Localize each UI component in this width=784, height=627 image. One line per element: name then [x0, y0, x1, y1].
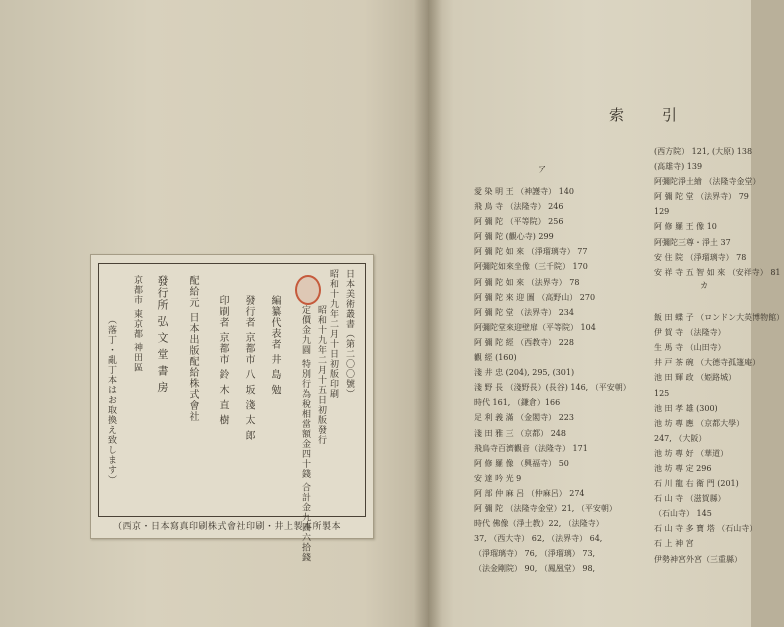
colophon-date-printed: 昭和十九年二月十日初版印刷: [328, 269, 338, 399]
index-entry: 淺 井 忠 (204), 295, (301): [474, 368, 575, 378]
index-entry: 129: [654, 207, 670, 217]
index-entry: 阿 彌 陀 來 迎 圖 （高野山） 270: [474, 292, 596, 302]
index-entry: 池 坊 專 定 296: [654, 463, 712, 473]
index-entry: 阿 彌 陀 堂 （法界寺） 234: [474, 307, 574, 317]
colophon-editor: 編纂代表者 井 島 勉: [269, 295, 280, 396]
index-title-char-1: 索: [609, 106, 627, 124]
index-entry: 池 田 輝 政 （姫路城）: [654, 373, 737, 383]
index-entry: 阿 修 羅 像 （興福寺） 50: [474, 458, 569, 468]
index-entry: （石山寺） 145: [654, 509, 712, 519]
index-entry: [654, 295, 749, 310]
index-entry: 阿 彌 陀 如 來 （法界寺） 78: [474, 277, 580, 287]
index-entry: 石 川 龍 右 衛 門 (201): [654, 479, 739, 489]
index-entry: 石 上 神 宮: [654, 539, 694, 549]
index-entry: 阿彌陀三尊・淨土 37: [654, 237, 731, 247]
index-entry: 阿 彌 陀 如 來 （淨瑠璃寺） 77: [474, 247, 588, 257]
index-entry: 37, （西大寺） 62, （法界寺） 64,: [474, 534, 603, 544]
index-entry: 阿 修 羅 王 像 10: [654, 222, 717, 232]
index-title-char-2: 引: [662, 106, 680, 124]
colophon-footer: （西京・日本寫真印刷株式會社印刷・井上製本所製本: [113, 522, 342, 532]
index-entry: 阿 彌 陀 經 （西教寺） 228: [474, 337, 574, 347]
index-entry: 阿 彌 陀 (觀心寺) 299: [474, 232, 554, 242]
index-entry: 阿彌陀如來坐像（三千院） 170: [474, 262, 588, 272]
index-entry: 125: [654, 388, 670, 398]
index-entry: 池 田 孝 雄 (300): [654, 403, 718, 413]
index-entry: （法金剛院） 90, （鳳凰堂） 98,: [474, 564, 596, 574]
index-entry: 愛 染 明 王 （神護寺） 140: [474, 187, 574, 196]
index-entry: 足 利 義 滿 （金閣寺） 223: [474, 413, 574, 423]
index-entry: 安 祥 寺 五 智 如 來 （安祥寺） 81: [654, 267, 781, 277]
index-entry: 伊 賀 寺 （法隆寺）: [654, 328, 726, 338]
index-entry: 阿彌陀堂來迎壁扉（平等院） 104: [474, 322, 596, 332]
index-entry: 阿 彌 陀 （法隆寺金堂）21, （平安朝）: [474, 503, 617, 513]
colophon-printer: 印刷者 京都市 鈴 木 直 樹: [217, 295, 228, 426]
index-entry: 時代 161, （鎌倉）166: [474, 398, 561, 408]
colophon-price: 定價金九圓 特別行為稅相當額金四十錢 合計金九圓六拾錢: [300, 305, 310, 563]
index-entry: 安 達 吟 光 9: [474, 473, 522, 483]
index-column-2: [654, 144, 784, 567]
index-entry: 247, （大阪）: [654, 433, 707, 443]
index-entry: 阿 彌 陀 （平等院） 256: [474, 217, 564, 227]
index-entry: 淺 野 長 （淺野長）(長谷) 146, （平安朝）: [474, 383, 631, 393]
index-entry: 伊勢神宮外宮（三重縣）: [654, 554, 742, 564]
colophon-distributor: 配給元 日本出版配給株式會社: [187, 275, 198, 423]
seal-stamp: [295, 275, 321, 305]
index-entry: 阿 彌 陀 堂 （法界寺） 79: [654, 192, 749, 202]
index-entry: 阿 部 仲 麻 呂 （仲麻呂） 274: [474, 488, 585, 498]
colophon-publisher-house: 發行所 弘 文 堂 書 房: [156, 275, 169, 394]
colophon-note: （落丁・亂丁本はお取換え致します）: [106, 315, 116, 485]
index-entry: 石 山 寺 多 寶 塔 （石山寺）: [654, 524, 758, 534]
colophon-date-published: 昭和十九年二月十五日初版發行: [316, 305, 326, 445]
index-entry: （淨瑠璃寺） 76, （淨瑠璃） 73,: [474, 549, 596, 559]
index-entry: 觀 經 (160): [474, 353, 517, 363]
colophon-slip: [90, 254, 374, 563]
colophon-series: 日本美術叢書（第二〇〇號）: [344, 269, 354, 399]
book-gutter: [414, 0, 442, 627]
index-entry: 飯 田 蝶 子 （ロンドン大英博物館）: [654, 313, 784, 323]
index-entry: 時代 佛像（淨土教）22, （法隆寺）: [474, 519, 604, 529]
index-entry: (高雄寺) 139: [654, 162, 703, 172]
index-entry: 池 坊 專 好 （華道）: [654, 448, 729, 458]
colophon-address: 京都市 東京都 神田區: [132, 275, 142, 373]
index-entry: 飛 鳥 寺 （法隆寺） 246: [474, 202, 564, 212]
index-entry: (西方院） 121, (大原) 138: [654, 147, 753, 156]
index-entry: 井 戸 茶 碗 （大德寺孤篷庵）: [654, 358, 761, 368]
index-entry: 池 坊 專 應 （京都大學）: [654, 418, 745, 428]
index-entry: [654, 280, 749, 295]
section-heading-ka: カ: [700, 281, 708, 290]
section-heading-a: ア: [538, 165, 546, 174]
index-entry: 阿彌陀淨土繪 （法隆寺金堂）: [654, 177, 761, 187]
index-entry: 石 山 寺 （滋賀縣）: [654, 494, 726, 504]
colophon-publisher: 發行者 京都市 八 坂 淺 太 郎: [243, 295, 254, 442]
index-entry: 飛鳥寺百濟觀音（法隆寺） 171: [474, 443, 588, 453]
index-column-1: [474, 184, 639, 576]
index-entry: 淺 田 雅 三 （京都） 248: [474, 428, 566, 438]
index-entry: 安 住 院 （淨瑠璃寺） 78: [654, 252, 747, 262]
index-entry: 生 馬 寺 （山田寺）: [654, 343, 726, 353]
